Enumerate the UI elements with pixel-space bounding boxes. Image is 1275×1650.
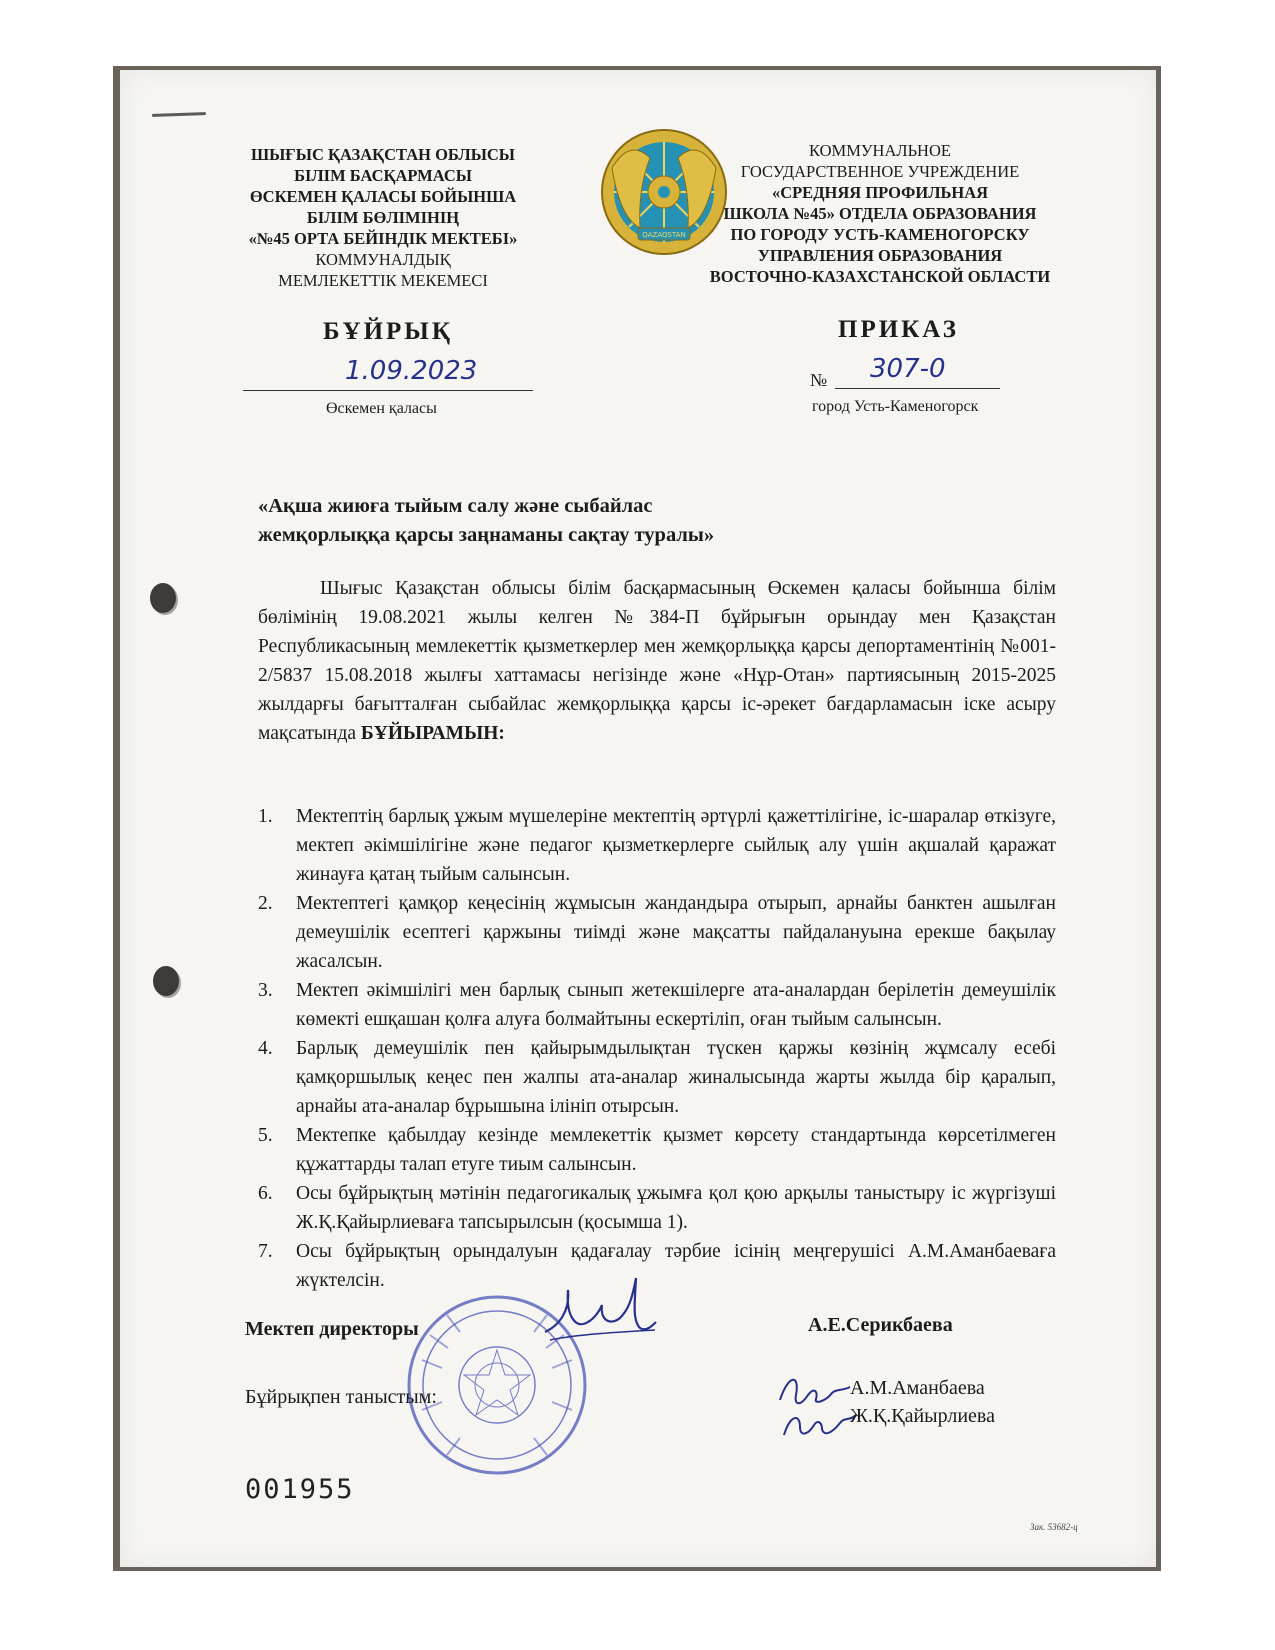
header-kz-line: ӨСКЕМЕН ҚАЛАСЫ БОЙЫНША xyxy=(249,187,517,206)
header-ru xyxy=(705,140,1055,287)
header-ru-line: ПО ГОРОДУ УСТЬ-КАМЕНОГОРСКУ xyxy=(730,225,1030,244)
print-mark: Зак. 53682-ц xyxy=(1030,1522,1078,1532)
item-text: Осы бұйрықтың мәтінін педагогикалық ұжымға қол қою арқылы таныстыру іс жүргізуші Ж.Қ.Қайырлиеваға тапсырылсын (қосымша 1). xyxy=(296,1183,1056,1233)
number-underline xyxy=(835,388,1000,389)
item-text: Осы бұйрықтың орындалуын қадағалау тәрбие ісінің меңгерушісі А.М.Аманбаеваға жүктелсін. xyxy=(296,1241,1056,1291)
list-item xyxy=(258,1121,1056,1179)
punch-hole-lower xyxy=(153,966,179,996)
item-number: 6. xyxy=(258,1183,273,1204)
date-underline xyxy=(243,390,533,391)
document-heading xyxy=(258,492,714,550)
director-label: Мектеп директоры xyxy=(245,1318,419,1340)
item-text: Мектептегі қамқор кеңесінің жұмысын жандандыра отырып, арнайы банктен ашылған демеушілік есептегі қаржыны тиімді және мақсатты пайдалануына ерекше бақылау жасалсын. xyxy=(296,893,1056,972)
header-ru-line: КОММУНАЛЬНОЕ xyxy=(809,141,951,160)
order-number-handwritten: 307-0 xyxy=(870,354,946,384)
list-item xyxy=(258,1179,1056,1237)
item-text: Мектептің барлық ұжым мүшелеріне мектептің әртүрлі қажеттілігіне, іс-шаралар өткізуге, мектеп әкімшілігіне және педагог қызметкерлерге сыйлық алу үшін ақшалай қаражат жинауға қатаң тыйым салынсын. xyxy=(296,806,1056,885)
item-number: 4. xyxy=(258,1038,273,1059)
header-kz-line: БІЛІМ БАСҚАРМАСЫ xyxy=(294,166,472,185)
intro-paragraph xyxy=(258,574,1056,748)
order-number-label: № xyxy=(810,370,828,390)
header-ru-line: УПРАВЛЕНИЯ ОБРАЗОВАНИЯ xyxy=(757,246,1003,265)
item-number: 3. xyxy=(258,980,273,1001)
header-kz-line: «№45 ОРТА БЕЙІНДІК МЕКТЕБІ» xyxy=(248,229,518,248)
heading-line: «Ақша жиюға тыйым салу және сыбайлас xyxy=(258,495,653,517)
item-number: 1. xyxy=(258,806,273,827)
acquainted-name-2: Ж.Қ.Қайырлиева xyxy=(850,1405,995,1427)
director-signature-icon xyxy=(540,1270,660,1350)
list-item xyxy=(258,1034,1056,1121)
item-number: 5. xyxy=(258,1125,273,1146)
heading-line: жемқорлыққа қарсы заңнаманы сақтау туралы» xyxy=(258,524,715,546)
intro-command: БҰЙЫРАМЫН: xyxy=(360,723,505,744)
item-number: 7. xyxy=(258,1241,273,1262)
header-kz-line: ШЫҒЫС ҚАЗАҚСТАН ОБЛЫСЫ xyxy=(250,145,516,164)
header-kz-line: КОММУНАЛДЫҚ xyxy=(315,250,451,269)
item-text: Барлық демеушілік пен қайырымдылықтан түскен қаржы көзінің жұмсалу есебі қамқоршылық кеңес пен жалпы ата-аналар жиналысында жарты жылда бір қаралып, арнайы ата-аналар бұрышына ілініп отырсын. xyxy=(296,1038,1056,1117)
city-kz: Өскемен қаласы xyxy=(326,400,437,417)
header-ru-line: «СРЕДНЯЯ ПРОФИЛЬНАЯ xyxy=(771,183,989,202)
director-name: А.Е.Серикбаева xyxy=(808,1314,953,1336)
item-text: Мектепке қабылдау кезінде мемлекеттік қызмет көрсету стандартында көрсетілмеген құжаттарды талап етуге тиым салынсын. xyxy=(296,1125,1056,1175)
acquainted-name-1: А.М.Аманбаева xyxy=(850,1377,985,1399)
list-item xyxy=(258,802,1056,889)
order-date-handwritten: 1.09.2023 xyxy=(345,356,478,386)
list-item xyxy=(258,976,1056,1034)
header-kz-line: БІЛІМ БӨЛІМІНІҢ xyxy=(306,208,460,227)
header-ru-line: ГОСУДАРСТВЕННОЕ УЧРЕЖДЕНИЕ xyxy=(740,162,1020,181)
header-ru-line: ВОСТОЧНО-КАЗАХСТАНСКОЙ ОБЛАСТИ xyxy=(709,267,1051,286)
header-kz-line: МЕМЛЕКЕТТІК МЕКЕМЕСІ xyxy=(278,271,488,290)
order-title-ru: ПРИКАЗ xyxy=(838,316,959,343)
item-number: 2. xyxy=(258,893,273,914)
item-text: Мектеп әкімшілігі мен барлық сынып жетекшілерге ата-аналардан берілетін демеушілік көмекті ешқашан қолға алуға болмайтыны ескертіліп, оған тыйым салынсын. xyxy=(296,980,1056,1030)
header-kz xyxy=(233,144,533,291)
punch-hole-upper xyxy=(150,583,176,613)
city-ru: город Усть-Каменогорск xyxy=(812,398,979,415)
order-items xyxy=(258,802,1056,1295)
intro-text: Шығыс Қазақстан облысы білім басқармасының Өскемен қаласы бойынша білім бөлімінің 19.08.2021 жылы келген №384-П бұйрығын орындау мен Қазақстан Республикасының мемлекеттік қызметкерлер мен жемқорлыққа қарсы депортаментінің №001-2/5837 15.08.2018 жылғы хаттамасы негізінде және «Нұр-Отан» партиясының 2015-2025 жылдарғы бағытталған сыбайлас жемқорлыққа қарсы іс-әрекет бағдарламасын іске асыру мақсатында xyxy=(258,578,1056,744)
serial-number: 001955 xyxy=(245,1474,355,1505)
header-ru-line: ШКОЛА №45» ОТДЕЛА ОБРАЗОВАНИЯ xyxy=(723,204,1037,223)
emblem-banner-text: QAZAQSTAN xyxy=(642,231,686,239)
order-title-kz: БҰЙРЫҚ xyxy=(323,318,453,345)
list-item xyxy=(258,889,1056,976)
acquainted-label: Бұйрықпен таныстым: xyxy=(245,1386,437,1408)
